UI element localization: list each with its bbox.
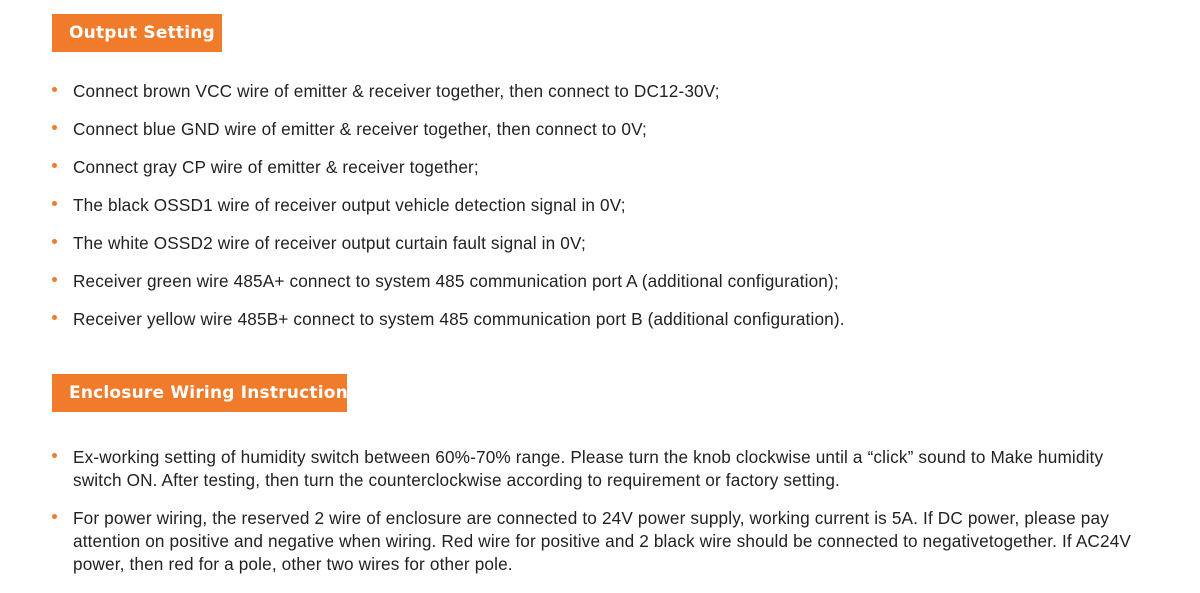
list-item <box>52 156 1152 179</box>
section-title-enclosure-wiring: Enclosure Wiring Instruction <box>52 374 347 412</box>
list-item-text: Connect blue GND wire of emitter & receiver together, then connect to 0V; <box>73 119 647 139</box>
list-item <box>52 80 1152 103</box>
list-item-text: Connect gray CP wire of emitter & receiver together; <box>73 157 479 177</box>
output-setting-list <box>52 80 1152 346</box>
bullet-icon <box>52 87 57 92</box>
list-item-text: Connect brown VCC wire of emitter & receiver together, then connect to DC12-30V; <box>73 81 720 101</box>
list-item-text: The white OSSD2 wire of receiver output curtain fault signal in 0V; <box>73 233 586 253</box>
enclosure-wiring-list <box>52 446 1132 591</box>
bullet-icon <box>52 514 57 519</box>
bullet-icon <box>52 277 57 282</box>
bullet-icon <box>52 239 57 244</box>
list-item-text: Ex-working setting of humidity switch between 60%-70% range. Please turn the knob clockwise until a “click” sound to Make humidity switch ON. After testing, then turn the counterclockwise according to requirement or factory setting. <box>73 447 1104 490</box>
list-item <box>52 232 1152 255</box>
list-item <box>52 308 1152 331</box>
bullet-icon <box>52 163 57 168</box>
list-item-text: Receiver green wire 485A+ connect to system 485 communication port A (additional configuration); <box>73 271 839 291</box>
list-item <box>52 270 1152 293</box>
list-item-text: For power wiring, the reserved 2 wire of enclosure are connected to 24V power supply, working current is 5A. If DC power, please pay attention on positive and negative when wiring. Red wire for positive and 2 black wire should be connected to negativetogether. If AC24V power, then red for a pole, other two wires for other pole. <box>73 508 1132 574</box>
list-item <box>52 118 1152 141</box>
list-item-text: Receiver yellow wire 485B+ connect to system 485 communication port B (additional configuration). <box>73 309 845 329</box>
list-item <box>52 194 1152 217</box>
bullet-icon <box>52 453 57 458</box>
list-item-text: The black OSSD1 wire of receiver output vehicle detection signal in 0V; <box>73 195 626 215</box>
bullet-icon <box>52 125 57 130</box>
bullet-icon <box>52 315 57 320</box>
list-item <box>52 446 1132 492</box>
list-item <box>52 507 1132 576</box>
bullet-icon <box>52 201 57 206</box>
section-title-output-setting: Output Setting <box>52 14 222 52</box>
